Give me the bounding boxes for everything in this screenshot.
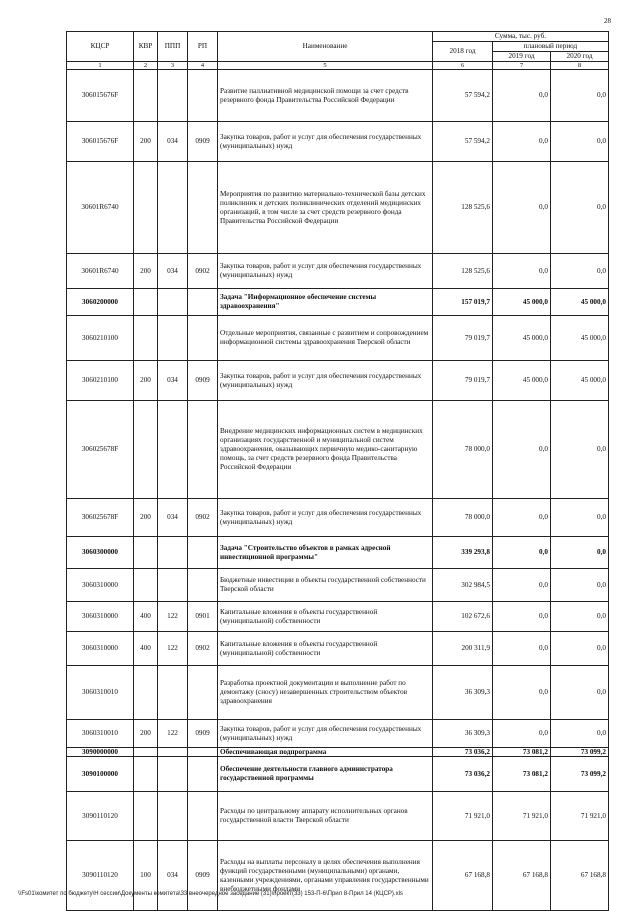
row-name: Закупка товаров, работ и услуг для обеспечения государственных (муниципальных) нужд — [218, 720, 433, 748]
row-rp: 0909 — [188, 841, 218, 911]
row-kvr: 200 — [134, 361, 158, 401]
row-name: Мероприятия по развитию материально-технической базы детских поликлиник и детских поликлинических отделений медицинских организаций, в том числе за счет средств резервного фонда Правительства Российской Федерации — [218, 162, 433, 254]
row-name: Отдельные мероприятия, связанные с развитием и сопровождением информационной системы здравоохранения Тверской области — [218, 316, 433, 361]
row-kcsr: 3060310000 — [67, 569, 134, 602]
row-amount-2018: 78 000,0 — [433, 499, 493, 537]
header-kcsr: КЦСР — [67, 32, 134, 62]
row-rp — [188, 569, 218, 602]
row-ppp: 034 — [158, 361, 188, 401]
row-amount-2018: 57 594,2 — [433, 122, 493, 162]
row-rp: 0909 — [188, 361, 218, 401]
row-amount-2019: 0,0 — [493, 401, 551, 499]
column-index: 5 — [218, 62, 433, 70]
row-ppp — [158, 666, 188, 720]
row-ppp — [158, 289, 188, 316]
row-kcsr: 3090100000 — [67, 757, 134, 792]
table-row — [67, 316, 609, 361]
column-index: 8 — [551, 62, 609, 70]
row-name: Задача "Информационное обеспечение системы здравоохранения" — [218, 289, 433, 316]
header-sum-title: Сумма, тыс. руб. — [433, 32, 609, 42]
row-kvr — [134, 316, 158, 361]
row-kvr: 200 — [134, 254, 158, 289]
row-kcsr: 306025678F — [67, 499, 134, 537]
row-rp — [188, 289, 218, 316]
row-rp: 0902 — [188, 254, 218, 289]
row-name: Расходы по центральному аппарату исполнительных органов государственной власти Тверской области — [218, 792, 433, 841]
row-amount-2018: 36 309,3 — [433, 720, 493, 748]
row-kvr — [134, 162, 158, 254]
column-index: 1 — [67, 62, 134, 70]
column-index: 7 — [493, 62, 551, 70]
row-name: Внедрение медицинских информационных систем в медицинских организациях государственной и муниципальной систем здравоохранения, оказывающих первичную медико-санитарную помощь, за счет средств резервного фонда Правительства Российской Федерации — [218, 401, 433, 499]
file-path-footer: \\Fs01\комитет по бюджету\Н сессии\Документы комитета\33 внеочередное заседание (31)\проект(33) 153-П-6\Прил 8-Прил 14 (КЦСР).xls — [18, 891, 403, 897]
row-rp — [188, 757, 218, 792]
row-kvr — [134, 537, 158, 569]
row-amount-2018: 102 672,6 — [433, 602, 493, 632]
row-ppp — [158, 162, 188, 254]
row-rp: 0902 — [188, 632, 218, 666]
row-name: Расходы на выплаты персоналу в целях обеспечения выполнения функций государственными (муниципальными) органами, казенными учреждениями, органами управления государственными внебюджетными фондами — [218, 841, 433, 911]
row-kvr — [134, 666, 158, 720]
row-amount-2020: 0,0 — [551, 401, 609, 499]
column-index: 3 — [158, 62, 188, 70]
row-ppp: 034 — [158, 499, 188, 537]
row-ppp — [158, 316, 188, 361]
row-kcsr: 3090000000 — [67, 748, 134, 757]
row-kcsr: 3060210100 — [67, 361, 134, 401]
row-name: Закупка товаров, работ и услуг для обеспечения государственных (муниципальных) нужд — [218, 361, 433, 401]
row-ppp — [158, 748, 188, 757]
row-name: Разработка проектной документации и выполнение работ по демонтажу (сносу) незавершенных строительством объектов здравоохранения — [218, 666, 433, 720]
row-name: Капитальные вложения в объекты государственной (муниципальной) собственности — [218, 632, 433, 666]
row-amount-2020: 73 099,2 — [551, 748, 609, 757]
row-amount-2020: 73 099,2 — [551, 757, 609, 792]
header-year-2018: 2018 год — [433, 42, 493, 62]
row-rp — [188, 666, 218, 720]
row-amount-2018: 73 036,2 — [433, 748, 493, 757]
row-kcsr: 306015676F — [67, 70, 134, 122]
row-amount-2020: 0,0 — [551, 254, 609, 289]
row-kvr: 200 — [134, 122, 158, 162]
row-rp: 0909 — [188, 720, 218, 748]
row-kvr: 100 — [134, 841, 158, 911]
row-name: Закупка товаров, работ и услуг для обеспечения государственных (муниципальных) нужд — [218, 499, 433, 537]
row-kcsr: 3060310000 — [67, 602, 134, 632]
row-amount-2019: 71 921,0 — [493, 792, 551, 841]
row-kvr: 200 — [134, 720, 158, 748]
row-name: Капитальные вложения в объекты государственной (муниципальной) собственности — [218, 602, 433, 632]
row-rp: 0901 — [188, 602, 218, 632]
row-amount-2020: 45 000,0 — [551, 316, 609, 361]
row-amount-2019: 0,0 — [493, 254, 551, 289]
table-row — [67, 254, 609, 289]
row-ppp: 122 — [158, 632, 188, 666]
row-kvr — [134, 289, 158, 316]
row-amount-2020: 45 000,0 — [551, 289, 609, 316]
row-amount-2018: 71 921,0 — [433, 792, 493, 841]
row-amount-2020: 0,0 — [551, 720, 609, 748]
row-kcsr: 3060200000 — [67, 289, 134, 316]
row-amount-2020: 0,0 — [551, 70, 609, 122]
row-name: Закупка товаров, работ и услуг для обеспечения государственных (муниципальных) нужд — [218, 122, 433, 162]
table-row — [67, 70, 609, 122]
table-row — [67, 602, 609, 632]
table-row — [67, 569, 609, 602]
row-name: Обеспечение деятельности главного администратора государственной программы — [218, 757, 433, 792]
row-ppp — [158, 70, 188, 122]
page-number: 28 — [604, 17, 611, 25]
row-ppp: 034 — [158, 841, 188, 911]
header-year-2019: 2019 год — [493, 52, 551, 62]
row-kvr — [134, 757, 158, 792]
row-amount-2018: 36 309,3 — [433, 666, 493, 720]
row-ppp: 034 — [158, 122, 188, 162]
row-kcsr: 3090110120 — [67, 792, 134, 841]
table-row — [67, 720, 609, 748]
row-amount-2019: 0,0 — [493, 720, 551, 748]
header-rp: РП — [188, 32, 218, 62]
row-name: Закупка товаров, работ и услуг для обеспечения государственных (муниципальных) нужд — [218, 254, 433, 289]
row-amount-2019: 73 081,2 — [493, 748, 551, 757]
row-amount-2019: 0,0 — [493, 602, 551, 632]
row-amount-2019: 0,0 — [493, 499, 551, 537]
table-row — [67, 841, 609, 911]
row-name: Бюджетные инвестиции в объекты государственной собственности Тверской области — [218, 569, 433, 602]
row-amount-2018: 128 525,6 — [433, 254, 493, 289]
row-rp: 0902 — [188, 499, 218, 537]
table-row — [67, 537, 609, 569]
row-name: Развитие паллиативной медицинской помощи за счет средств резервного фонда Правительства Российской Федерации — [218, 70, 433, 122]
row-ppp: 122 — [158, 720, 188, 748]
header-plan-period: плановый период — [493, 42, 609, 52]
row-amount-2018: 67 168,8 — [433, 841, 493, 911]
row-name: Задача "Строительство объектов в рамках адресной инвестиционной программы" — [218, 537, 433, 569]
table-body — [67, 70, 609, 911]
row-kcsr: 3060210100 — [67, 316, 134, 361]
header-kvr: КВР — [134, 32, 158, 62]
row-kcsr: 3060300000 — [67, 537, 134, 569]
row-kcsr: 3090110120 — [67, 841, 134, 911]
row-amount-2018: 339 293,8 — [433, 537, 493, 569]
row-rp: 0909 — [188, 122, 218, 162]
table-row — [67, 361, 609, 401]
row-kvr — [134, 70, 158, 122]
row-ppp: 122 — [158, 602, 188, 632]
row-kcsr: 30601R6740 — [67, 162, 134, 254]
row-amount-2020: 0,0 — [551, 666, 609, 720]
row-rp — [188, 748, 218, 757]
row-amount-2020: 0,0 — [551, 122, 609, 162]
table-row — [67, 162, 609, 254]
table-row — [67, 289, 609, 316]
row-amount-2018: 79 019,7 — [433, 316, 493, 361]
row-amount-2019: 0,0 — [493, 70, 551, 122]
row-rp — [188, 537, 218, 569]
row-amount-2019: 0,0 — [493, 666, 551, 720]
row-amount-2018: 128 525,6 — [433, 162, 493, 254]
table-row — [67, 499, 609, 537]
header-name: Наименование — [218, 32, 433, 62]
row-kvr: 400 — [134, 602, 158, 632]
row-amount-2020: 71 921,0 — [551, 792, 609, 841]
row-amount-2019: 45 000,0 — [493, 316, 551, 361]
budget-table — [66, 31, 609, 911]
row-amount-2019: 73 081,2 — [493, 757, 551, 792]
row-kcsr: 30601R6740 — [67, 254, 134, 289]
row-amount-2018: 78 000,0 — [433, 401, 493, 499]
table-row — [67, 122, 609, 162]
row-amount-2019: 0,0 — [493, 537, 551, 569]
row-kvr: 400 — [134, 632, 158, 666]
row-kcsr: 3060310010 — [67, 720, 134, 748]
row-ppp — [158, 569, 188, 602]
row-amount-2019: 45 000,0 — [493, 289, 551, 316]
row-rp — [188, 792, 218, 841]
header-year-2020: 2020 год — [551, 52, 609, 62]
row-rp — [188, 401, 218, 499]
header-ppp: ППП — [158, 32, 188, 62]
row-kvr — [134, 569, 158, 602]
row-name: Обеспечивающая подпрограмма — [218, 748, 433, 757]
table-row — [67, 401, 609, 499]
row-rp — [188, 70, 218, 122]
row-amount-2019: 45 000,0 — [493, 361, 551, 401]
table-row — [67, 792, 609, 841]
row-amount-2020: 0,0 — [551, 537, 609, 569]
row-ppp — [158, 401, 188, 499]
row-amount-2020: 0,0 — [551, 499, 609, 537]
table-header — [67, 32, 609, 70]
row-amount-2020: 45 000,0 — [551, 361, 609, 401]
row-amount-2020: 0,0 — [551, 602, 609, 632]
row-amount-2020: 67 168,8 — [551, 841, 609, 911]
row-amount-2018: 79 019,7 — [433, 361, 493, 401]
row-amount-2018: 57 594,2 — [433, 70, 493, 122]
row-kvr — [134, 401, 158, 499]
column-index-row — [67, 62, 609, 70]
table-row — [67, 666, 609, 720]
row-amount-2018: 157 019,7 — [433, 289, 493, 316]
row-rp — [188, 316, 218, 361]
row-amount-2018: 302 984,5 — [433, 569, 493, 602]
row-amount-2018: 200 311,9 — [433, 632, 493, 666]
row-amount-2019: 67 168,8 — [493, 841, 551, 911]
row-amount-2020: 0,0 — [551, 632, 609, 666]
row-kcsr: 306015676F — [67, 122, 134, 162]
row-kvr — [134, 792, 158, 841]
table-row — [67, 748, 609, 757]
row-kvr: 200 — [134, 499, 158, 537]
row-ppp: 034 — [158, 254, 188, 289]
row-kvr — [134, 748, 158, 757]
row-ppp — [158, 792, 188, 841]
table-row — [67, 632, 609, 666]
column-index: 6 — [433, 62, 493, 70]
row-amount-2020: 0,0 — [551, 162, 609, 254]
row-ppp — [158, 537, 188, 569]
row-amount-2018: 73 036,2 — [433, 757, 493, 792]
column-index: 4 — [188, 62, 218, 70]
row-kcsr: 306025678F — [67, 401, 134, 499]
row-amount-2020: 0,0 — [551, 569, 609, 602]
row-amount-2019: 0,0 — [493, 122, 551, 162]
column-index: 2 — [134, 62, 158, 70]
row-amount-2019: 0,0 — [493, 632, 551, 666]
row-kcsr: 3060310010 — [67, 666, 134, 720]
row-rp — [188, 162, 218, 254]
row-ppp — [158, 757, 188, 792]
row-amount-2019: 0,0 — [493, 569, 551, 602]
row-amount-2019: 0,0 — [493, 162, 551, 254]
row-kcsr: 3060310000 — [67, 632, 134, 666]
table-row — [67, 757, 609, 792]
